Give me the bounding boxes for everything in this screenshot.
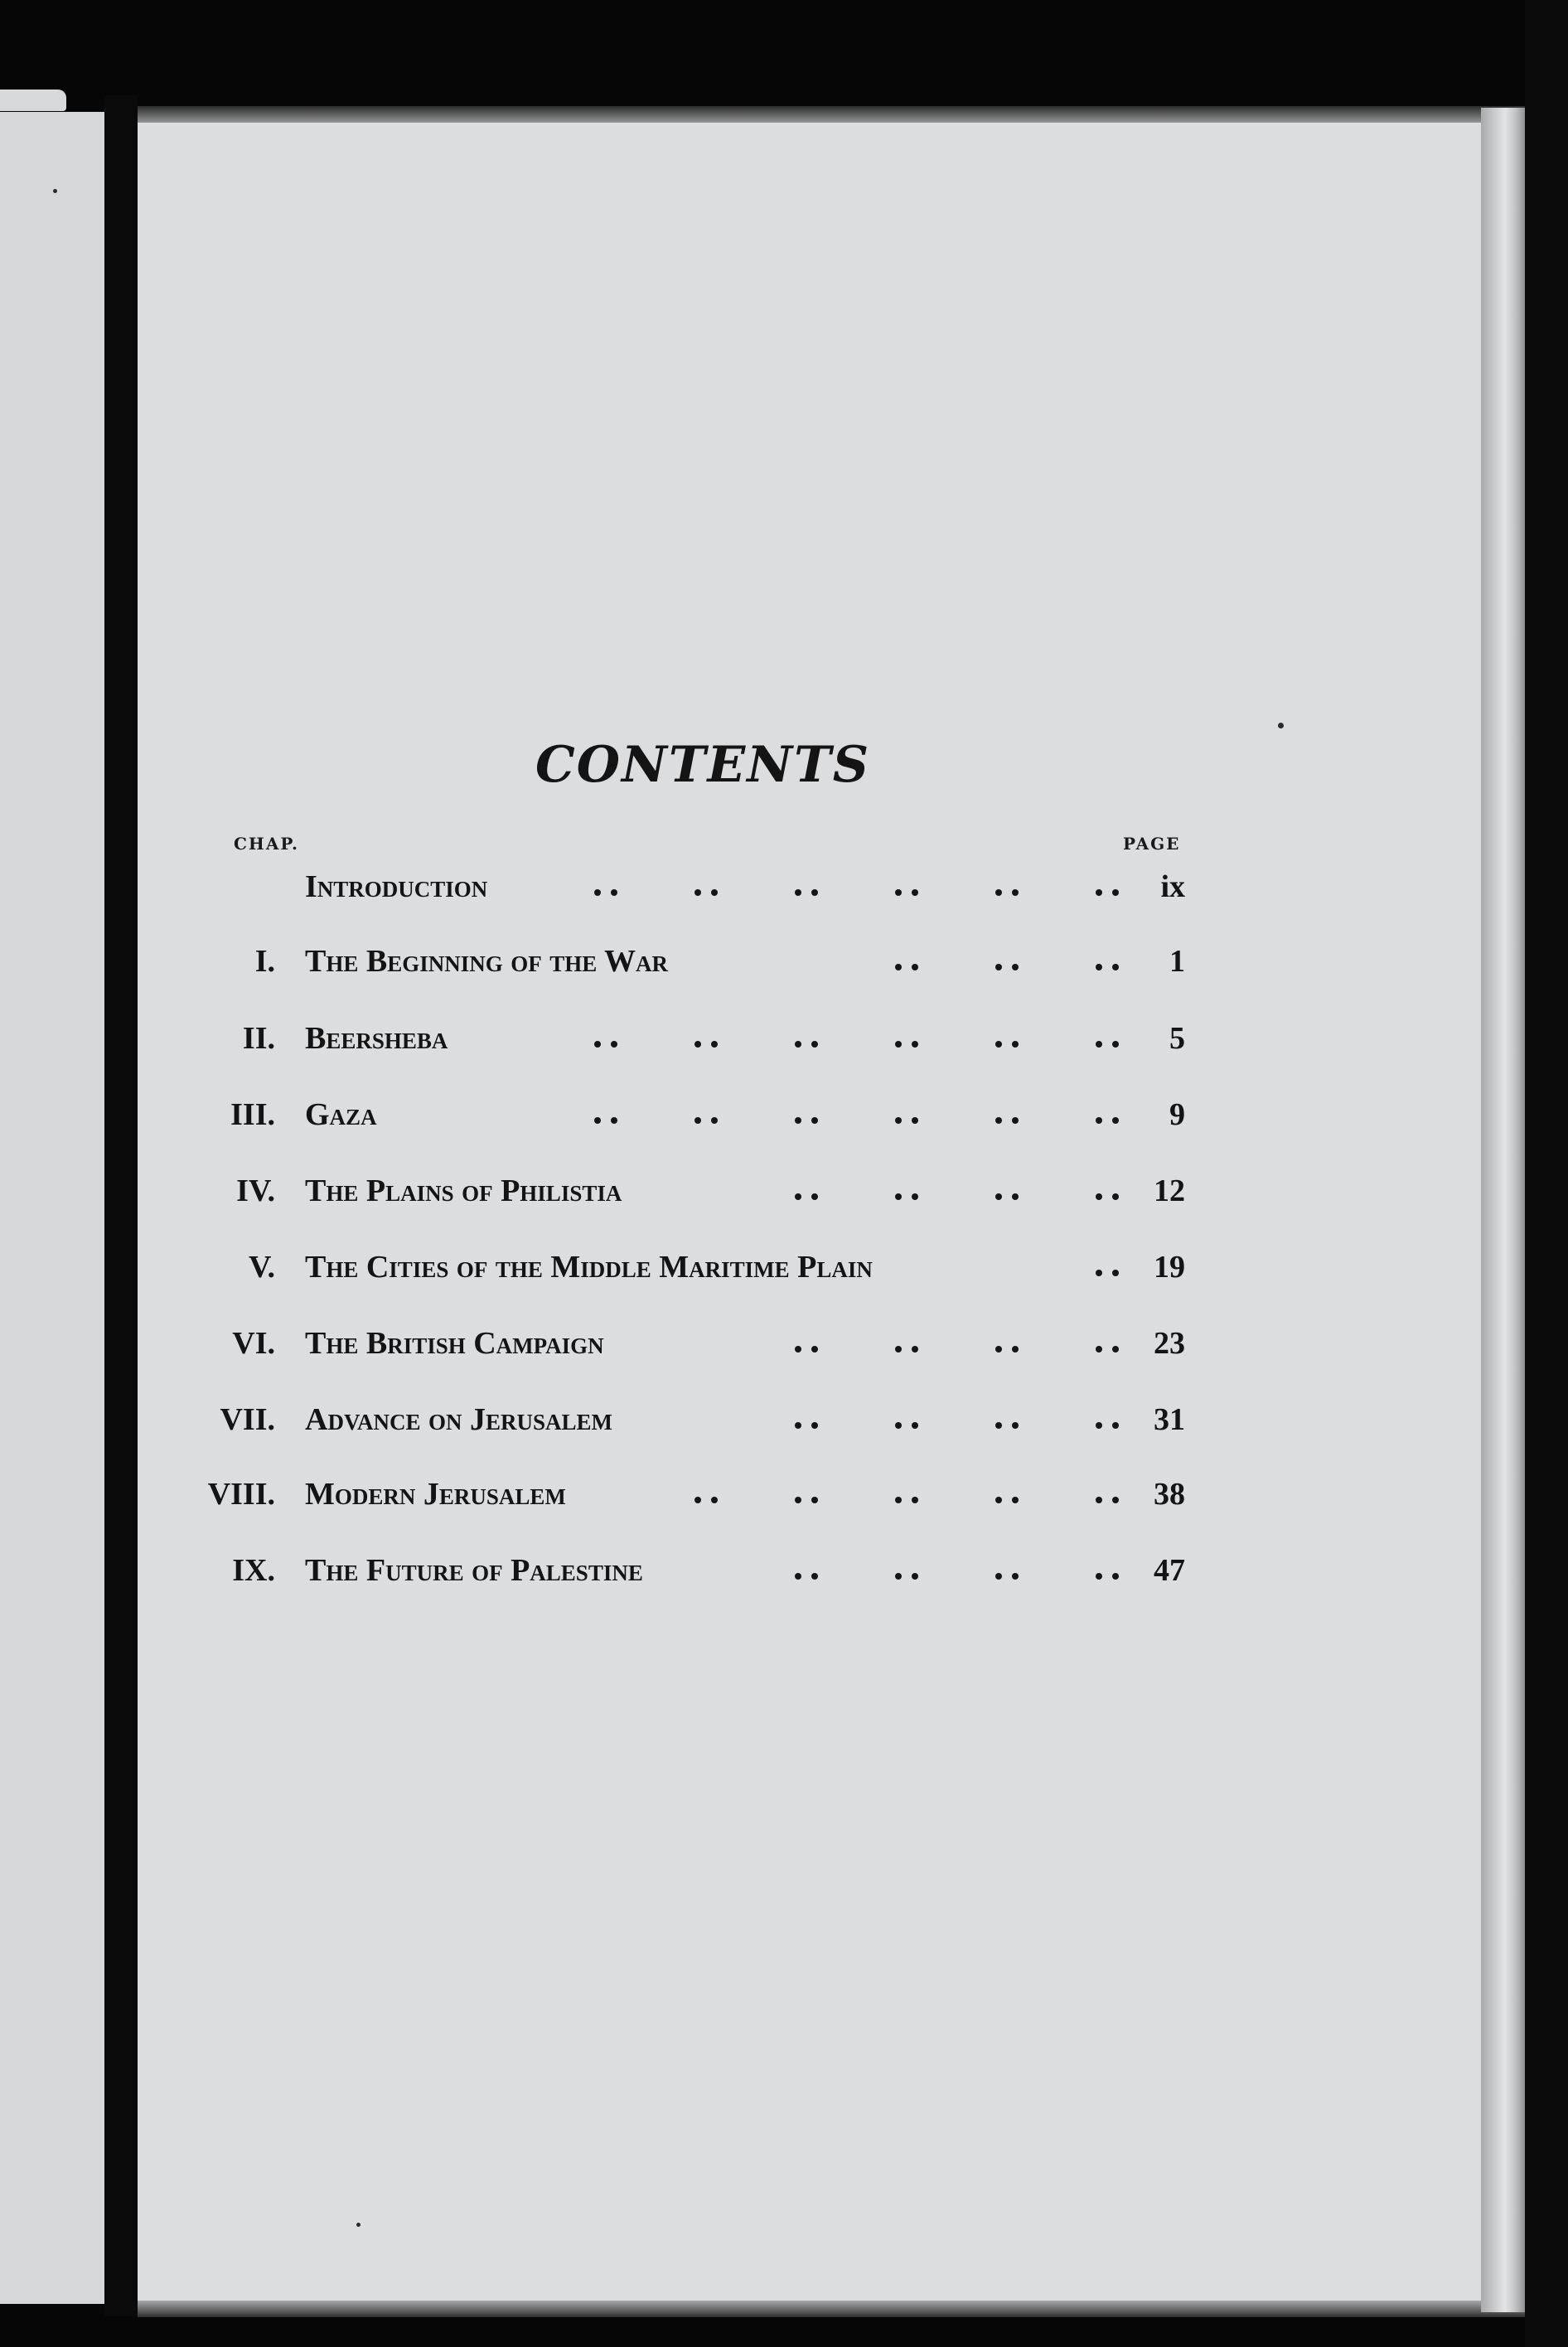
leader-dots (594, 889, 619, 896)
leader-dots (895, 1117, 920, 1124)
book-gutter (104, 95, 138, 2316)
leader-dots (1096, 964, 1120, 970)
leader-dots (995, 1497, 1020, 1503)
leader-dots (995, 889, 1020, 896)
leader-dots (795, 1573, 820, 1580)
page-number: 19 (1154, 1250, 1185, 1285)
leader-dots (694, 889, 719, 896)
leader-dots (895, 1497, 920, 1503)
leader-dots (1096, 1041, 1120, 1048)
toc-entry (182, 1465, 1185, 1523)
page-number: 47 (1154, 1553, 1185, 1588)
leader-dots (1096, 889, 1120, 896)
chapter-number: VI. (232, 1326, 275, 1361)
toc-entry (182, 932, 1185, 990)
leader-dots (795, 1497, 820, 1503)
toc-entry (182, 858, 1185, 916)
page-top-edge (138, 106, 1525, 124)
leader-dots (1096, 1497, 1120, 1503)
leader-dots (995, 1117, 1020, 1124)
contents-heading: CONTENTS (535, 736, 871, 794)
leader-dots (1096, 1573, 1120, 1580)
chapter-column-label: CHAP. (234, 834, 300, 854)
leader-dots (995, 1193, 1020, 1200)
chapter-title: Advance on Jerusalem (305, 1402, 612, 1437)
leader-dots (895, 1193, 920, 1200)
leader-dots (795, 1041, 820, 1048)
chapter-number: III. (230, 1097, 275, 1132)
dot-leader (519, 858, 1120, 916)
chapter-title: The Cities of the Middle Maritime Plain (305, 1250, 873, 1285)
leader-dots (1096, 1117, 1120, 1124)
page-number: 9 (1169, 1097, 1185, 1132)
chapter-title: The Future of Palestine (305, 1553, 643, 1588)
dot-leader (519, 1009, 1120, 1067)
leader-dots (895, 1422, 920, 1429)
toc-entry (182, 1314, 1185, 1372)
toc-entry (182, 1162, 1185, 1220)
leader-dots (594, 1041, 619, 1048)
leader-dots (895, 1346, 920, 1353)
dot-leader (719, 1162, 1120, 1220)
page-speck (356, 2223, 361, 2227)
leader-dots (795, 1422, 820, 1429)
page-right-edge (1481, 108, 1525, 2312)
leader-dots (795, 1346, 820, 1353)
leader-dots (995, 1041, 1020, 1048)
chapter-number: VIII. (207, 1477, 275, 1512)
leader-dots (895, 889, 920, 896)
chapter-title: Modern Jerusalem (305, 1477, 566, 1512)
page-speck (1278, 723, 1284, 728)
left-page-fragment (0, 112, 104, 2304)
leader-dots (995, 964, 1020, 970)
leader-dots (895, 1041, 920, 1048)
leader-dots (1096, 1422, 1120, 1429)
page-column-label: PAGE (1123, 834, 1181, 854)
page-speck (53, 189, 57, 193)
toc-entry (182, 1238, 1185, 1296)
page-number: 38 (1154, 1477, 1185, 1512)
chapter-title: Gaza (305, 1097, 377, 1132)
chapter-title: Introduction (305, 869, 488, 904)
toc-entry (182, 1086, 1185, 1144)
page-number: 12 (1154, 1174, 1185, 1208)
page-number: 5 (1169, 1021, 1185, 1056)
toc-entry (182, 1541, 1185, 1599)
chapter-number: I. (254, 944, 275, 979)
chapter-number: V. (248, 1250, 275, 1285)
leader-dots (795, 1117, 820, 1124)
dot-leader (820, 932, 1120, 990)
chapter-number: IX. (232, 1553, 275, 1588)
leader-dots (995, 1346, 1020, 1353)
leader-dots (895, 1573, 920, 1580)
leader-dots (694, 1497, 719, 1503)
page-number: 23 (1154, 1326, 1185, 1361)
dot-leader (519, 1086, 1120, 1144)
leader-dots (995, 1422, 1020, 1429)
chapter-title: The Plains of Philistia (305, 1174, 622, 1208)
page-number: ix (1160, 869, 1185, 904)
chapter-title: Beersheba (305, 1021, 448, 1056)
leader-dots (1096, 1270, 1120, 1276)
left-page-tab (0, 90, 66, 111)
dot-leader (719, 1314, 1120, 1372)
leader-dots (795, 889, 820, 896)
leader-dots (895, 964, 920, 970)
leader-dots (995, 1573, 1020, 1580)
toc-entry (182, 1391, 1185, 1449)
leader-dots (694, 1041, 719, 1048)
page-number: 31 (1154, 1402, 1185, 1437)
leader-dots (795, 1193, 820, 1200)
dot-leader (719, 1541, 1120, 1599)
chapter-title: The Beginning of the War (305, 944, 669, 979)
chapter-title: The British Campaign (305, 1326, 604, 1361)
leader-dots (1096, 1346, 1120, 1353)
leader-dots (694, 1117, 719, 1124)
leader-dots (594, 1117, 619, 1124)
chapter-number: II. (242, 1021, 275, 1056)
dot-leader (1020, 1238, 1120, 1296)
dot-leader (619, 1465, 1120, 1523)
chapter-number: IV. (236, 1174, 275, 1208)
chapter-number: VII. (220, 1402, 275, 1437)
page-number: 1 (1169, 944, 1185, 979)
leader-dots (1096, 1193, 1120, 1200)
page-bottom-edge (138, 2299, 1525, 2317)
dot-leader (719, 1391, 1120, 1449)
toc-entry (182, 1009, 1185, 1067)
scan-border (1525, 0, 1568, 2347)
